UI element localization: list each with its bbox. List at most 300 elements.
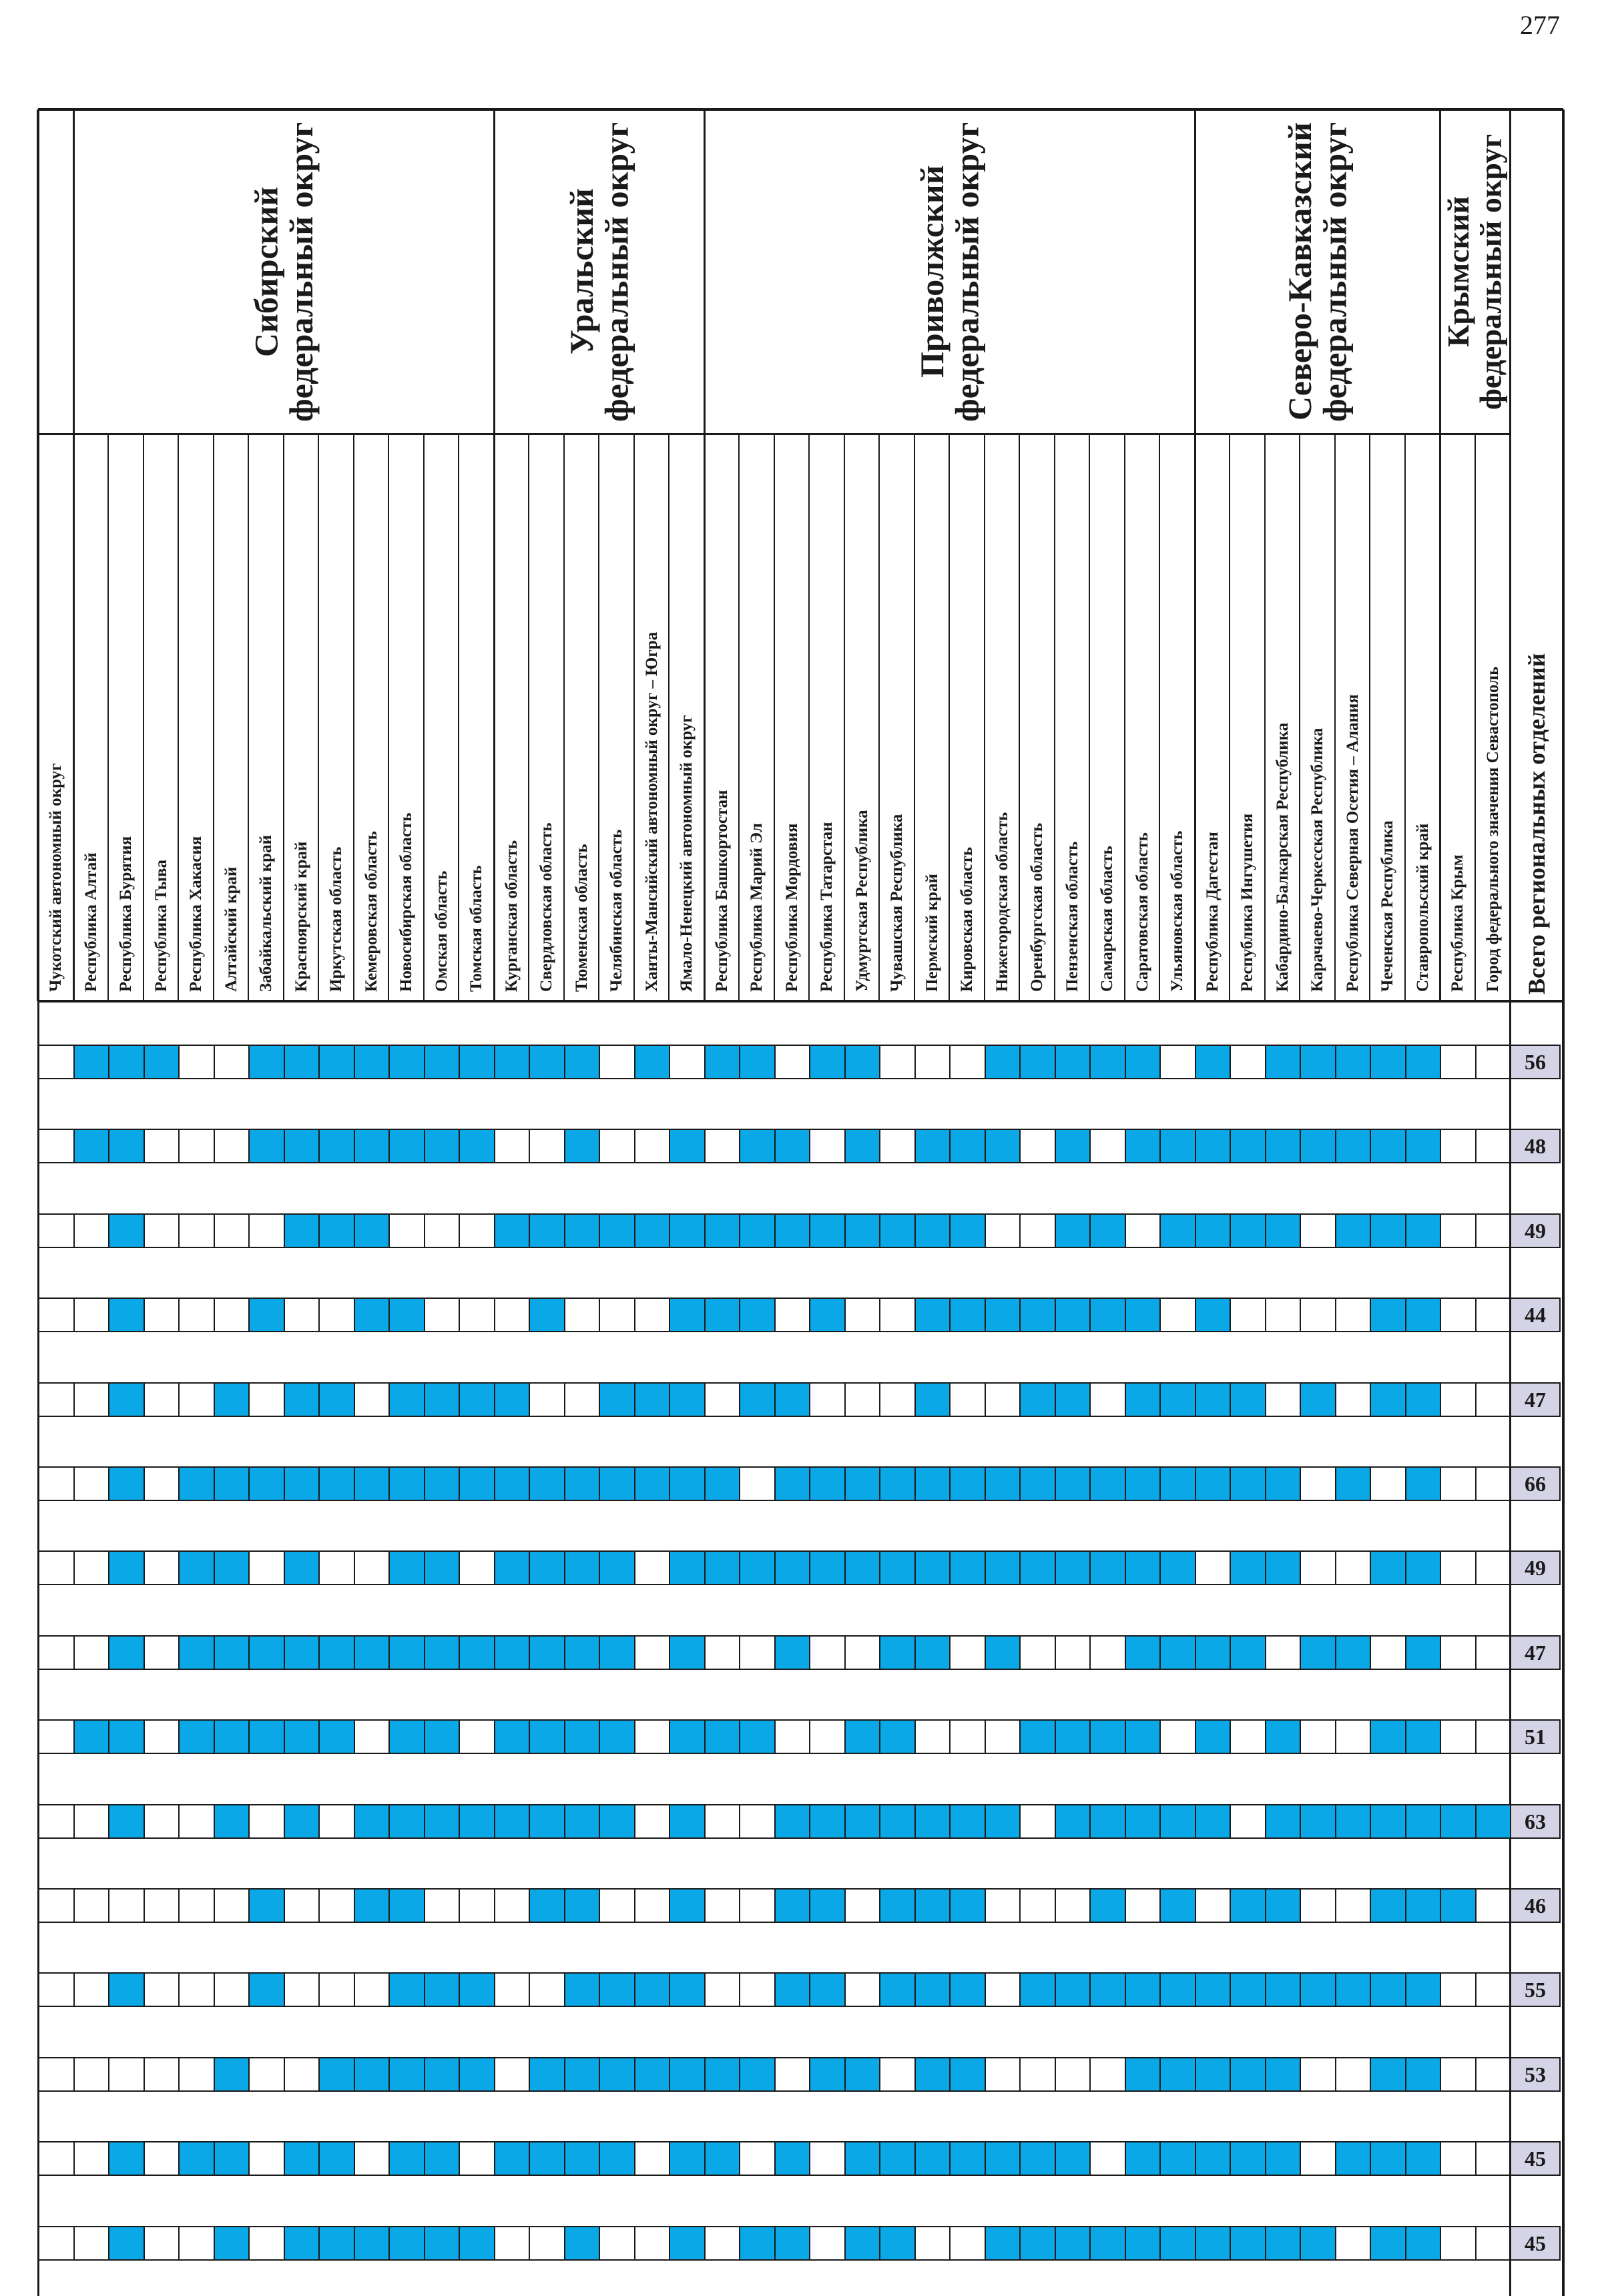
branch-present-cell [1019, 1382, 1056, 1417]
branch-absent-cell [178, 1804, 215, 1839]
branch-present-cell [108, 1213, 145, 1248]
branch-present-cell [494, 1635, 530, 1670]
branch-absent-cell [1019, 1213, 1056, 1248]
branch-present-cell [774, 2226, 810, 2261]
branch-present-cell [388, 1888, 425, 1923]
branch-absent-cell [1019, 1804, 1056, 1839]
branch-present-cell [1230, 2141, 1266, 2176]
branch-present-cell [1125, 1550, 1161, 1585]
branch-absent-cell [1230, 1804, 1266, 1839]
branch-present-cell [1089, 1298, 1126, 1332]
branch-present-cell [914, 1382, 951, 1417]
region-header: Пензенская область [1063, 841, 1081, 992]
branch-absent-cell [704, 1382, 740, 1417]
branch-absent-cell [1475, 2057, 1511, 2092]
branch-present-cell [774, 1888, 810, 1923]
row-total: 48 [1510, 1129, 1561, 1163]
branch-absent-cell [1089, 1382, 1126, 1417]
branch-present-cell [669, 1298, 706, 1332]
branch-absent-cell [284, 1298, 320, 1332]
branch-present-cell [1370, 1382, 1406, 1417]
branch-present-cell [248, 1888, 285, 1923]
branch-absent-cell [1300, 1719, 1336, 1754]
branch-present-cell [669, 1213, 706, 1248]
branch-present-cell [1265, 1045, 1301, 1079]
branch-absent-cell [178, 1888, 215, 1923]
branch-present-cell [985, 1045, 1021, 1079]
branch-present-cell [1159, 1466, 1196, 1501]
region-header: Челябинская область [607, 829, 625, 992]
branch-present-cell [388, 2226, 425, 2261]
branch-absent-cell [1230, 1719, 1266, 1754]
branch-present-cell [739, 2057, 776, 2092]
branch-present-cell [1405, 1635, 1441, 1670]
branch-present-cell [985, 1550, 1021, 1585]
branch-present-cell [1230, 1382, 1266, 1417]
branch-present-cell [949, 1213, 986, 1248]
branch-absent-cell [1300, 1298, 1336, 1332]
branch-absent-cell [38, 1466, 75, 1501]
branch-absent-cell [914, 2226, 951, 2261]
branch-absent-cell [459, 1298, 495, 1332]
branch-present-cell [985, 2226, 1021, 2261]
branch-present-cell [809, 1213, 846, 1248]
region-header: Чукотский автономный округ [46, 763, 65, 992]
branch-present-cell [949, 1466, 986, 1501]
branch-absent-cell [529, 2226, 565, 2261]
branch-present-cell [388, 1382, 425, 1417]
branch-present-cell [1230, 1550, 1266, 1585]
branch-present-cell [108, 1466, 145, 1501]
branch-present-cell [599, 1972, 635, 2007]
branch-absent-cell [318, 1972, 355, 2007]
branch-present-cell [1265, 1466, 1301, 1501]
branch-absent-cell [949, 1635, 986, 1670]
branch-present-cell [669, 1382, 706, 1417]
branch-present-cell [318, 1466, 355, 1501]
branch-present-cell [354, 1045, 390, 1079]
branch-absent-cell [809, 1635, 846, 1670]
branch-present-cell [494, 1213, 530, 1248]
branch-present-cell [284, 1382, 320, 1417]
branch-absent-cell [844, 1888, 880, 1923]
branch-present-cell [599, 2057, 635, 2092]
branch-present-cell [669, 1719, 706, 1754]
branch-present-cell [494, 1719, 530, 1754]
branch-absent-cell [985, 1719, 1021, 1754]
branch-present-cell [214, 1382, 250, 1417]
branch-present-cell [1195, 1466, 1231, 1501]
branch-absent-cell [214, 1129, 250, 1163]
branch-present-cell [914, 2057, 951, 2092]
branch-present-cell [424, 1719, 460, 1754]
branch-present-cell [354, 1466, 390, 1501]
row-total: 47 [1510, 1635, 1561, 1670]
branch-absent-cell [1195, 1550, 1231, 1585]
branch-present-cell [214, 1635, 250, 1670]
branch-absent-cell [248, 2141, 285, 2176]
branch-present-cell [424, 1635, 460, 1670]
branch-present-cell [108, 1550, 145, 1585]
branch-present-cell [424, 1550, 460, 1585]
branch-present-cell [284, 1804, 320, 1839]
row-total: 49 [1510, 1213, 1561, 1248]
branch-present-cell [214, 1719, 250, 1754]
region-header: Саратовская область [1133, 832, 1151, 992]
branch-present-cell [494, 1466, 530, 1501]
branch-absent-cell [914, 1719, 951, 1754]
branch-absent-cell [529, 1382, 565, 1417]
branch-present-cell [704, 1213, 740, 1248]
branch-present-cell [1370, 2057, 1406, 2092]
branch-present-cell [1159, 1213, 1196, 1248]
branch-present-cell [178, 1550, 215, 1585]
branch-present-cell [564, 1213, 600, 1248]
branch-present-cell [1230, 1129, 1266, 1163]
branch-absent-cell [1335, 1719, 1371, 1754]
branch-present-cell [1300, 1972, 1336, 2007]
branch-absent-cell [459, 1888, 495, 1923]
branch-present-cell [459, 1804, 495, 1839]
branch-absent-cell [144, 1804, 180, 1839]
branch-absent-cell [354, 1382, 390, 1417]
branch-present-cell [879, 1635, 916, 1670]
branch-present-cell [1125, 2057, 1161, 2092]
branch-present-cell [1125, 2141, 1161, 2176]
branch-present-cell [1195, 1719, 1231, 1754]
branch-present-cell [388, 1129, 425, 1163]
branch-absent-cell [248, 1550, 285, 1585]
branch-absent-cell [73, 2226, 109, 2261]
branch-present-cell [634, 1466, 670, 1501]
branch-present-cell [634, 2057, 670, 2092]
branch-present-cell [318, 1382, 355, 1417]
branch-present-cell [634, 1382, 670, 1417]
branch-present-cell [424, 2226, 460, 2261]
branch-present-cell [214, 2141, 250, 2176]
branch-present-cell [599, 1719, 635, 1754]
branch-present-cell [1300, 1382, 1336, 1417]
branch-present-cell [214, 1550, 250, 1585]
branch-absent-cell [1440, 1972, 1477, 2007]
branch-present-cell [1195, 2057, 1231, 2092]
branch-present-cell [354, 1213, 390, 1248]
branch-present-cell [1405, 2226, 1441, 2261]
branch-present-cell [388, 1298, 425, 1332]
branch-absent-cell [424, 1213, 460, 1248]
branch-absent-cell [1335, 1298, 1371, 1332]
branch-present-cell [1125, 1129, 1161, 1163]
branch-present-cell [634, 1045, 670, 1079]
branch-present-cell [388, 2057, 425, 2092]
branch-present-cell [704, 1045, 740, 1079]
branch-absent-cell [38, 2057, 75, 2092]
branch-present-cell [739, 1213, 776, 1248]
branch-present-cell [564, 1129, 600, 1163]
branch-absent-cell [1230, 1045, 1266, 1079]
branch-present-cell [178, 2141, 215, 2176]
branch-present-cell [284, 1635, 320, 1670]
branch-absent-cell [985, 1213, 1021, 1248]
branch-present-cell [144, 1045, 180, 1079]
region-header: Республика Алтай [81, 852, 100, 992]
branch-present-cell [985, 1635, 1021, 1670]
region-header: Алтайский край [222, 866, 240, 992]
branch-absent-cell [73, 1972, 109, 2007]
row-total: 53 [1510, 2057, 1561, 2092]
branch-present-cell [108, 1298, 145, 1332]
branch-present-cell [1195, 1298, 1231, 1332]
branch-present-cell [599, 1550, 635, 1585]
region-header: Республика Тыва [152, 859, 170, 992]
branch-absent-cell [73, 1382, 109, 1417]
branch-present-cell [1370, 1550, 1406, 1585]
branch-present-cell [388, 1550, 425, 1585]
district-header-ural: Уральский федеральный округ [563, 121, 635, 422]
row-total: 47 [1510, 1382, 1561, 1417]
branch-present-cell [1405, 1129, 1441, 1163]
branch-present-cell [1370, 1719, 1406, 1754]
branch-absent-cell [704, 1635, 740, 1670]
branch-present-cell [1125, 1719, 1161, 1754]
row-total: 45 [1510, 2226, 1561, 2261]
branch-present-cell [178, 1635, 215, 1670]
row-total: 44 [1510, 1298, 1561, 1332]
branch-present-cell [1370, 1298, 1406, 1332]
branch-present-cell [1055, 1045, 1091, 1079]
branch-present-cell [318, 2226, 355, 2261]
branch-absent-cell [73, 1213, 109, 1248]
branch-absent-cell [38, 1550, 75, 1585]
branch-present-cell [529, 1719, 565, 1754]
branch-present-cell [494, 1045, 530, 1079]
branch-present-cell [354, 1129, 390, 1163]
branch-absent-cell [248, 1213, 285, 1248]
branch-absent-cell [494, 1298, 530, 1332]
branch-absent-cell [494, 2226, 530, 2261]
branch-present-cell [1405, 1972, 1441, 2007]
branch-absent-cell [1265, 1298, 1301, 1332]
branch-absent-cell [144, 1972, 180, 2007]
branch-present-cell [599, 1804, 635, 1839]
branch-absent-cell [1475, 1888, 1511, 1923]
branch-absent-cell [669, 1045, 706, 1079]
branch-absent-cell [178, 1298, 215, 1332]
row-total: 55 [1510, 1972, 1561, 2007]
branch-absent-cell [144, 1129, 180, 1163]
branch-present-cell [1089, 1466, 1126, 1501]
branch-absent-cell [144, 1466, 180, 1501]
branch-present-cell [914, 1298, 951, 1332]
branch-present-cell [248, 1129, 285, 1163]
branch-present-cell [1055, 2141, 1091, 2176]
branch-absent-cell [1159, 1719, 1196, 1754]
branch-present-cell [1265, 1550, 1301, 1585]
branch-absent-cell [599, 1045, 635, 1079]
branch-present-cell [774, 1129, 810, 1163]
branch-present-cell [459, 1129, 495, 1163]
branch-absent-cell [1265, 1635, 1301, 1670]
branch-absent-cell [38, 1719, 75, 1754]
branch-present-cell [1335, 2141, 1371, 2176]
branch-present-cell [214, 1466, 250, 1501]
branch-present-cell [669, 2057, 706, 2092]
branch-absent-cell [1125, 1213, 1161, 1248]
branch-present-cell [914, 1972, 951, 2007]
branch-absent-cell [1440, 1213, 1477, 1248]
branch-absent-cell [108, 1888, 145, 1923]
region-header: Курганская область [502, 840, 521, 992]
branch-absent-cell [1475, 1298, 1511, 1332]
region-header: Красноярский край [292, 841, 310, 992]
branch-present-cell [704, 1466, 740, 1501]
branch-absent-cell [634, 1635, 670, 1670]
branch-present-cell [1019, 2141, 1056, 2176]
branch-absent-cell [809, 2141, 846, 2176]
branch-present-cell [284, 1129, 320, 1163]
branch-absent-cell [634, 1888, 670, 1923]
branch-present-cell [1055, 2226, 1091, 2261]
branch-absent-cell [985, 2057, 1021, 2092]
branch-present-cell [1055, 1804, 1091, 1839]
branch-present-cell [284, 1550, 320, 1585]
district-header-volga: Приволжский федеральный округ [913, 121, 986, 422]
branch-present-cell [494, 2141, 530, 2176]
branch-present-cell [564, 1550, 600, 1585]
region-header: Кировская область [957, 846, 976, 992]
branch-present-cell [1125, 1972, 1161, 2007]
branch-absent-cell [459, 1550, 495, 1585]
branch-present-cell [1335, 1129, 1371, 1163]
branch-present-cell [354, 1804, 390, 1839]
branch-absent-cell [1055, 1635, 1091, 1670]
branch-present-cell [809, 1972, 846, 2007]
branch-present-cell [1055, 1719, 1091, 1754]
branch-present-cell [704, 1719, 740, 1754]
district-header-crimea: Крымский федеральный округ [1441, 133, 1508, 410]
branch-absent-cell [1475, 1635, 1511, 1670]
branch-present-cell [564, 1719, 600, 1754]
branch-absent-cell [494, 1888, 530, 1923]
branch-present-cell [108, 1719, 145, 1754]
branch-absent-cell [529, 1972, 565, 2007]
branch-present-cell [1230, 2057, 1266, 2092]
branch-absent-cell [634, 1298, 670, 1332]
branch-absent-cell [144, 2057, 180, 2092]
region-header: Ханты-Мансийский автономный округ – Югра [642, 631, 661, 992]
branch-present-cell [774, 1550, 810, 1585]
branch-present-cell [1440, 1804, 1477, 1839]
branch-absent-cell [73, 2057, 109, 2092]
branch-present-cell [634, 1213, 670, 1248]
branch-present-cell [879, 1719, 916, 1754]
branch-present-cell [1055, 1129, 1091, 1163]
branch-absent-cell [144, 1719, 180, 1754]
branch-absent-cell [739, 1635, 776, 1670]
branch-present-cell [108, 1804, 145, 1839]
region-header: Карачаево-Черкесская Республика [1308, 728, 1326, 992]
branch-present-cell [1230, 2226, 1266, 2261]
total-column-header: Всего региональных отделений [1523, 653, 1550, 994]
branch-present-cell [879, 1213, 916, 1248]
region-header: Пермский край [922, 874, 941, 992]
branch-present-cell [809, 1550, 846, 1585]
branch-absent-cell [1019, 1635, 1056, 1670]
branch-present-cell [1370, 1045, 1406, 1079]
branch-absent-cell [949, 2226, 986, 2261]
branch-present-cell [1265, 1888, 1301, 1923]
branch-absent-cell [844, 1298, 880, 1332]
branch-present-cell [529, 1298, 565, 1332]
row-total: 45 [1510, 2141, 1561, 2176]
branch-present-cell [774, 1972, 810, 2007]
branch-present-cell [1019, 1972, 1056, 2007]
branch-present-cell [424, 1972, 460, 2007]
branch-present-cell [1300, 1804, 1336, 1839]
region-header: Республика Дагестан [1203, 832, 1222, 992]
branch-absent-cell [1475, 1972, 1511, 2007]
branch-present-cell [248, 1298, 285, 1332]
branch-present-cell [564, 1888, 600, 1923]
branch-present-cell [564, 1045, 600, 1079]
branch-absent-cell [1089, 1129, 1126, 1163]
branch-present-cell [809, 1298, 846, 1332]
branch-present-cell [1475, 1804, 1511, 1839]
branch-present-cell [1159, 1888, 1196, 1923]
branch-present-cell [1195, 1635, 1231, 1670]
branch-present-cell [1265, 1129, 1301, 1163]
region-header: Удмуртская Республика [852, 810, 871, 992]
branch-present-cell [564, 1972, 600, 2007]
branch-present-cell [424, 1045, 460, 1079]
branch-present-cell [669, 2141, 706, 2176]
branch-absent-cell [1475, 1719, 1511, 1754]
region-header: Республика Северная Осетия – Алания [1343, 694, 1362, 992]
branch-absent-cell [809, 1382, 846, 1417]
branch-absent-cell [214, 1045, 250, 1079]
branch-present-cell [1195, 1382, 1231, 1417]
region-header: Ставропольский край [1413, 823, 1432, 992]
branch-present-cell [669, 1635, 706, 1670]
branch-present-cell [1159, 1972, 1196, 2007]
branch-present-cell [1159, 2141, 1196, 2176]
branch-present-cell [73, 1719, 109, 1754]
branch-present-cell [844, 1550, 880, 1585]
branch-present-cell [1055, 1382, 1091, 1417]
region-header: Томская область [467, 865, 485, 992]
branch-present-cell [1335, 1045, 1371, 1079]
branch-absent-cell [1335, 1888, 1371, 1923]
branch-present-cell [388, 2141, 425, 2176]
branch-present-cell [354, 1635, 390, 1670]
branch-present-cell [1089, 1719, 1126, 1754]
branch-present-cell [424, 2141, 460, 2176]
branch-absent-cell [284, 1888, 320, 1923]
branch-absent-cell [1440, 1635, 1477, 1670]
branch-present-cell [1195, 1804, 1231, 1839]
branch-absent-cell [1125, 1888, 1161, 1923]
branch-absent-cell [949, 1382, 986, 1417]
branch-present-cell [529, 1550, 565, 1585]
branch-absent-cell [1300, 2141, 1336, 2176]
branch-absent-cell [284, 2057, 320, 2092]
region-header: Ульяновская область [1167, 830, 1186, 992]
branch-present-cell [1125, 2226, 1161, 2261]
branch-present-cell [318, 2141, 355, 2176]
branch-absent-cell [634, 1550, 670, 1585]
branch-present-cell [1125, 1804, 1161, 1839]
branch-present-cell [704, 1550, 740, 1585]
